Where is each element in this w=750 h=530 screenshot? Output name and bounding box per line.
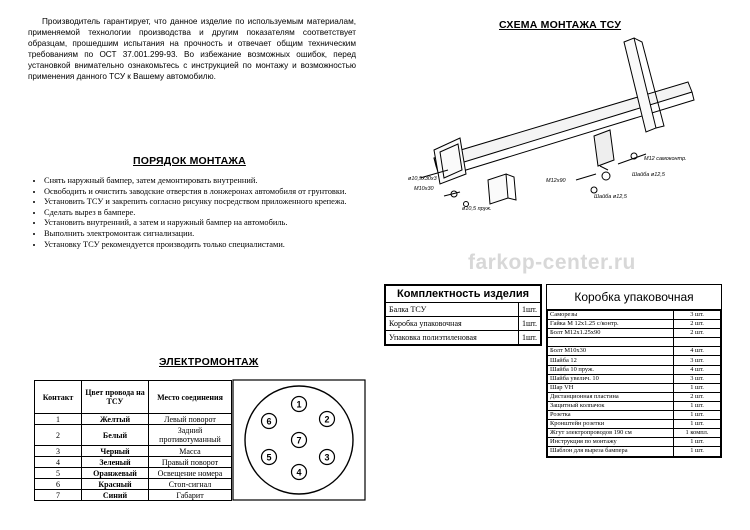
kit-title: Комплектность изделия: [385, 285, 541, 303]
box-item-name: Кронштейн розетки: [548, 420, 674, 429]
table-row: [548, 374, 721, 383]
table-row: [548, 411, 721, 420]
table-row: [35, 490, 232, 501]
box-item-name: Шар VH: [548, 383, 674, 392]
table-row: [548, 420, 721, 429]
box-item-qty: 3 шт.: [674, 356, 721, 365]
wiring-place: Стоп-сигнал: [149, 479, 232, 490]
wiring-place: Задний противотуманный: [149, 425, 232, 446]
wiring-contact: 1: [35, 414, 82, 425]
label-spring-105: ø10,5 пруж.: [462, 206, 492, 212]
wiring-contact: 4: [35, 457, 82, 468]
box-item-name: Дистанционная пластина: [548, 392, 674, 401]
socket-pin-label: 1: [296, 399, 302, 410]
table-row: [548, 311, 721, 320]
socket-pin-label: 5: [266, 452, 272, 463]
box-item-name: Шаблон для выреза бампера: [548, 447, 674, 456]
kit-item-qty: 1шт.: [519, 303, 542, 317]
wiring-place: Левый поворот: [149, 414, 232, 425]
table-row: [548, 320, 721, 329]
box-item-name: [548, 338, 674, 347]
mounting-steps: [22, 176, 386, 250]
box-item-qty: 4 шт.: [674, 347, 721, 356]
table-row: [548, 365, 721, 374]
socket-diagram: [232, 379, 366, 501]
table-row: [548, 392, 721, 401]
wiring-place: Правый поворот: [149, 457, 232, 468]
box-item-qty: 1 шт.: [674, 447, 721, 456]
box-contents: [546, 284, 722, 458]
table-row: [548, 429, 721, 438]
box-item-name: Болт М10х30: [548, 347, 674, 356]
box-item-name: Шайба 12: [548, 356, 674, 365]
wiring-header-contact: Контакт: [35, 381, 82, 414]
wiring-header-row: [35, 381, 232, 414]
box-item-qty: 1 шт.: [674, 383, 721, 392]
box-item-qty: [674, 338, 721, 347]
table-row: [35, 468, 232, 479]
wiring-place: Масса: [149, 446, 232, 457]
label-bolt-m10: M10x30: [414, 186, 434, 192]
wiring-color: Черный: [82, 446, 149, 457]
kit-item-name: Коробка упаковочная: [385, 317, 519, 331]
box-item-name: Инструкция по монтажу: [548, 438, 674, 447]
box-title: Коробка упаковочная: [547, 285, 721, 310]
box-item-qty: 3 шт.: [674, 374, 721, 383]
box-item-qty: 1 шт.: [674, 401, 721, 410]
table-row: [548, 356, 721, 365]
socket-pin-label: 6: [266, 416, 272, 427]
kit-item-qty: 1шт.: [519, 331, 542, 346]
table-row: [548, 329, 721, 338]
box-item-name: Болт М12х1.25х90: [548, 329, 674, 338]
socket-pin-label: 3: [324, 452, 330, 463]
wiring-color: Оранжевый: [82, 468, 149, 479]
wiring-color: Синий: [82, 490, 149, 501]
box-item-qty: 2 шт.: [674, 320, 721, 329]
wiring-header-color: Цвет провода на ТСУ: [82, 381, 149, 414]
socket-pin-label: 2: [324, 414, 330, 425]
box-table: [547, 310, 721, 457]
box-item-qty: 1 шт.: [674, 411, 721, 420]
kit-item-name: Балка ТСУ: [385, 303, 519, 317]
mounting-title: ПОРЯДОК МОНТАЖА: [133, 155, 246, 167]
wiring-header-place: Место соединения: [149, 381, 232, 414]
table-row: [35, 457, 232, 468]
socket-pin-label: 7: [296, 435, 302, 446]
wiring-contact: 5: [35, 468, 82, 479]
table-row: [35, 446, 232, 457]
box-item-qty: 2 шт.: [674, 392, 721, 401]
wiring-place: Габарит: [149, 490, 232, 501]
table-row: [35, 479, 232, 490]
label-washer-125a: Шайба ø12,5: [632, 172, 665, 178]
electrical-title: ЭЛЕКТРОМОНТАЖ: [159, 356, 259, 368]
mounting-step: • Освободить и очистить заводские отверстия в лонжеронах автомобиля от грунтовки.: [44, 187, 386, 198]
wiring-contact: 2: [35, 425, 82, 446]
mounting-step: • Установить внутренний, а затем и наружный бампер на автомобиль.: [44, 218, 386, 229]
wiring-color: Зеленый: [82, 457, 149, 468]
wiring-place: Освещение номера: [149, 468, 232, 479]
box-item-name: Саморезы: [548, 311, 674, 320]
label-m12x90: M12x90: [546, 178, 566, 184]
table-row: [35, 414, 232, 425]
wiring-table: [34, 380, 232, 501]
box-item-qty: 2 шт.: [674, 329, 721, 338]
box-item-name: Розетка: [548, 411, 674, 420]
box-item-qty: 1 компл.: [674, 429, 721, 438]
kit-item-qty: 1шт.: [519, 317, 542, 331]
mounting-step: • Снять наружный бампер, затем демонтировать внутренний.: [44, 176, 386, 187]
mounting-step: • Установить ТСУ и закрепить согласно рисунку посредством приложенного крепежа.: [44, 197, 386, 208]
watermark: farkop-center.ru: [468, 251, 636, 274]
box-item-name: Защитный колпачок: [548, 401, 674, 410]
table-row: [548, 438, 721, 447]
label-m12-self: M12 самоконтр.: [644, 156, 687, 162]
mounting-step: • Сделать вырез в бампере.: [44, 208, 386, 219]
kit-title-row: [385, 285, 541, 303]
wiring-color: Желтый: [82, 414, 149, 425]
wiring-color: Белый: [82, 425, 149, 446]
table-row: [548, 383, 721, 392]
kit-table: [384, 284, 542, 346]
table-row: [548, 447, 721, 456]
towbar-drawing: [398, 30, 698, 220]
wiring-color: Красный: [82, 479, 149, 490]
box-item-name: Гайка М 12х1.25 с/контр.: [548, 320, 674, 329]
mounting-step: • Выполнить электромонтаж сигнализации.: [44, 229, 386, 240]
box-item-name: Шайба увелич. 10: [548, 374, 674, 383]
socket-pin-label: 4: [296, 467, 302, 478]
box-item-name: Шайба 10 пруж.: [548, 365, 674, 374]
table-row: [548, 338, 721, 347]
label-washer-125b: Шайба ø12,5: [594, 194, 627, 200]
warranty-text: Производитель гарантирует, что данное изделие по используемым материалам, применяемой технологии производства и другим показателям соответствует образцам, прошедшим испытания на прочность и отвечает общим техническим требованиям по ОСТ 37.001.299-93. Во избежание возможных ошибок, перед установкой внимательно ознакомьтесь с инструкцией по монтажу и возможностью применения данного ТСУ к Вашему автомобилю.: [28, 17, 356, 81]
box-item-name: Жгут электропроводов 190 см: [548, 429, 674, 438]
wiring-contact: 3: [35, 446, 82, 457]
mounting-step: • Установку ТСУ рекомендуется производить только специалистами.: [44, 240, 386, 251]
kit-item-name: Упаковка полиэтиленовая: [385, 331, 519, 346]
table-row: [548, 347, 721, 356]
table-row: [385, 317, 541, 331]
box-item-qty: 1 шт.: [674, 420, 721, 429]
box-item-qty: 4 шт.: [674, 365, 721, 374]
wiring-contact: 6: [35, 479, 82, 490]
wiring-contact: 7: [35, 490, 82, 501]
table-row: [385, 331, 541, 346]
label-washer-105: ø10,5x30x3: [408, 176, 437, 182]
table-row: [35, 425, 232, 446]
box-item-qty: 1 шт.: [674, 438, 721, 447]
box-item-qty: 3 шт.: [674, 311, 721, 320]
scheme-title: СХЕМА МОНТАЖА ТСУ: [499, 19, 622, 31]
table-row: [385, 303, 541, 317]
table-row: [548, 401, 721, 410]
